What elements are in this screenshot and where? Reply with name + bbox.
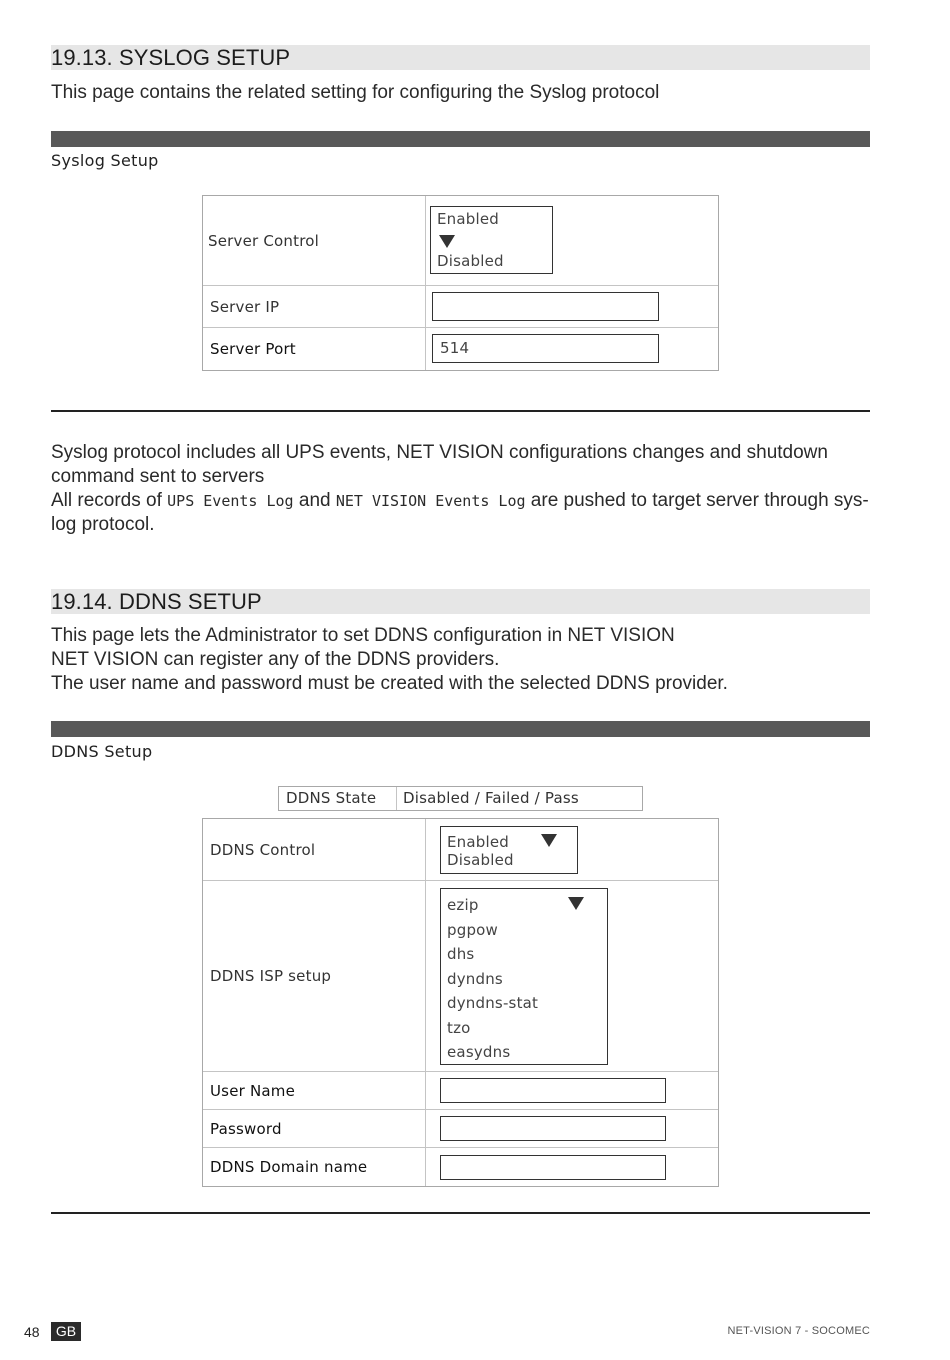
server-ip-label: Server IP xyxy=(210,298,280,316)
para2-post: are pushed to target server through sys- xyxy=(525,490,869,511)
syslog-intro-text: This page contains the related setting for configuring the Syslog protocol xyxy=(51,82,660,103)
triangle-down-icon[interactable] xyxy=(541,834,557,847)
isp-option[interactable]: dyndns xyxy=(447,970,503,988)
isp-option[interactable]: pgpow xyxy=(447,921,499,939)
server-control-select[interactable] xyxy=(430,206,553,274)
server-port-label: Server Port xyxy=(210,340,296,358)
footer-product: NET-VISION 7 - SOCOMEC xyxy=(727,1325,870,1337)
syslog-para2-line1 xyxy=(51,489,871,513)
server-port-input[interactable] xyxy=(432,334,659,363)
server-ip-input[interactable] xyxy=(432,292,659,321)
para2-pre: All records of xyxy=(51,490,168,511)
ddns-intro xyxy=(51,624,871,696)
triangle-down-icon[interactable] xyxy=(568,897,584,910)
ddns-panel-bar xyxy=(51,721,870,737)
ddns-intro-line2: NET VISION can register any of the DDNS providers. xyxy=(51,649,500,670)
ddns-divider xyxy=(51,1212,870,1214)
syslog-intro xyxy=(51,81,871,105)
page-number: 48 xyxy=(24,1324,40,1340)
isp-option[interactable]: easydns xyxy=(447,1043,511,1061)
netvision-events-log-term: NET VISION Events Log xyxy=(335,492,526,510)
language-badge: GB xyxy=(51,1322,81,1341)
triangle-down-icon[interactable] xyxy=(439,235,455,248)
row-password xyxy=(203,1109,718,1148)
ddns-intro-line3: The user name and password must be created with the selected DDNS provider. xyxy=(51,673,728,694)
syslog-description xyxy=(51,441,871,537)
syslog-para1-line2: command sent to servers xyxy=(51,466,265,487)
syslog-heading-text: 19.13. SYSLOG SETUP xyxy=(51,45,291,70)
ddns-isp-label: DDNS ISP setup xyxy=(210,967,332,985)
syslog-settings-table xyxy=(202,195,719,371)
ddns-control-option-enabled[interactable]: Enabled xyxy=(447,833,510,851)
server-port-value[interactable]: 514 xyxy=(440,339,470,357)
server-control-option-disabled[interactable]: Disabled xyxy=(437,252,504,270)
ddns-state-label: DDNS State xyxy=(286,789,377,807)
user-name-label: User Name xyxy=(210,1082,296,1100)
password-input[interactable] xyxy=(440,1116,666,1141)
section-heading-syslog xyxy=(51,45,870,70)
ups-events-log-term: UPS Events Log xyxy=(167,492,294,510)
server-control-label: Server Control xyxy=(208,232,319,250)
isp-option[interactable]: tzo xyxy=(447,1019,471,1037)
domain-name-input[interactable] xyxy=(440,1155,666,1180)
domain-name-label: DDNS Domain name xyxy=(210,1158,368,1176)
ddns-state-value: Disabled / Failed / Pass xyxy=(403,789,579,807)
ddns-settings-table xyxy=(202,818,719,1187)
row-user-name xyxy=(203,1071,718,1110)
isp-option[interactable]: dhs xyxy=(447,945,475,963)
syslog-panel-title: Syslog Setup xyxy=(51,151,159,170)
row-ddns-isp xyxy=(203,880,718,1072)
row-server-ip xyxy=(203,285,718,328)
isp-option[interactable]: ezip xyxy=(447,896,479,914)
syslog-panel-bar xyxy=(51,131,870,147)
ddns-control-option-disabled[interactable]: Disabled xyxy=(447,851,514,869)
syslog-divider xyxy=(51,410,870,412)
user-name-input[interactable] xyxy=(440,1078,666,1103)
isp-option[interactable]: dyndns-stat xyxy=(447,994,539,1012)
password-label: Password xyxy=(210,1120,282,1138)
ddns-intro-line1: This page lets the Administrator to set DDNS configuration in NET VISION xyxy=(51,625,675,646)
ddns-state-table xyxy=(278,786,643,811)
row-ddns-control xyxy=(203,819,718,880)
ddns-heading-text: 19.14. DDNS SETUP xyxy=(51,589,262,614)
row-server-port xyxy=(203,327,718,370)
server-control-option-enabled[interactable]: Enabled xyxy=(437,210,500,228)
ddns-control-select[interactable] xyxy=(440,826,578,874)
ddns-panel-title: DDNS Setup xyxy=(51,742,153,761)
ddns-isp-listbox[interactable] xyxy=(440,888,608,1065)
ddns-control-label: DDNS Control xyxy=(210,841,316,859)
row-server-control xyxy=(203,196,718,285)
table-column-divider xyxy=(396,787,397,810)
para2-mid: and xyxy=(293,490,336,511)
row-domain-name xyxy=(203,1147,718,1186)
syslog-para2-line2: log protocol. xyxy=(51,514,155,535)
syslog-para1-line1: Syslog protocol includes all UPS events, NET VISION configurations changes and shutdown xyxy=(51,442,828,463)
section-heading-ddns xyxy=(51,589,870,614)
